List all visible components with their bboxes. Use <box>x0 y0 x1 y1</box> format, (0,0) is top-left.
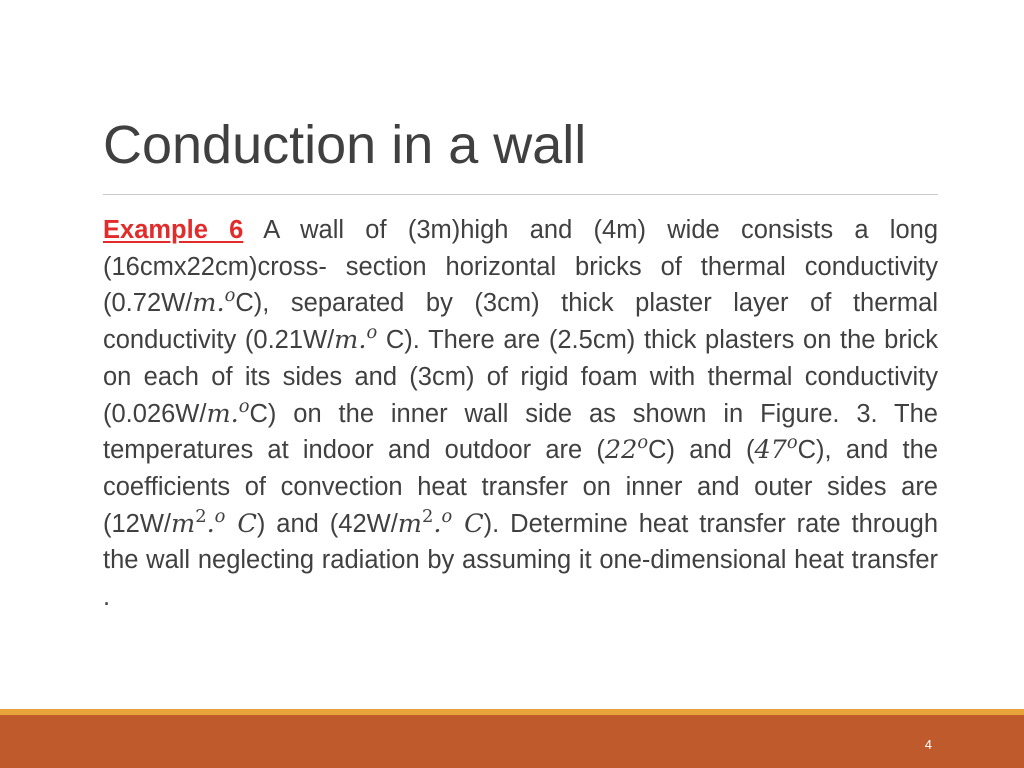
problem-text-part: C), separated by (3cm) thick plaster layer of thermal conductivity (0.21W/ <box>103 289 938 355</box>
math-unit: . <box>206 508 215 539</box>
math-unit: m. <box>334 325 367 356</box>
math-unit: m <box>397 508 422 539</box>
math-superscript: o <box>366 322 378 344</box>
math-unit: . <box>433 508 442 539</box>
math-superscript: o <box>637 432 649 454</box>
math-superscript: o <box>238 395 250 417</box>
math-unit: C <box>452 508 484 539</box>
math-unit: C <box>225 508 257 539</box>
math-superscript: o <box>786 432 798 454</box>
math-unit: m. <box>192 288 225 319</box>
example-label: Example 6 <box>103 216 244 244</box>
math-unit: m. <box>206 398 239 429</box>
math-unit: m <box>171 508 196 539</box>
problem-text-part: C) on the inner wall side as shown in Figure. 3. The temperatures at indoor and outdoor are ( <box>103 399 938 465</box>
slide-title: Conduction in a wall <box>103 115 587 175</box>
problem-text-part: ). Determine heat transfer rate through the wall neglecting radiation by assuming it one-dimensional heat transfer . <box>103 509 939 612</box>
problem-text-part: C) and ( <box>648 436 755 465</box>
math-superscript: 2 <box>195 505 207 527</box>
math-superscript: o <box>224 285 236 307</box>
problem-text-part: ) and (42W/ <box>256 509 398 538</box>
math-number: 47 <box>754 435 787 466</box>
math-superscript: 2 <box>421 505 434 527</box>
math-superscript: o <box>214 505 226 527</box>
problem-statement <box>103 212 938 616</box>
footer-bar <box>0 715 1024 768</box>
title-divider <box>103 194 938 195</box>
math-superscript: o <box>441 505 453 527</box>
math-number: 22 <box>604 435 638 466</box>
problem-text-part: C). There are (2.5cm) thick plasters on the brick on each of its sides and (3cm) of rigid foam with thermal conductivity (0.026W/ <box>103 326 938 428</box>
problem-text-part: C), and the coefficients of convection heat transfer on inner and outer sides are (12W/ <box>103 436 939 538</box>
problem-text-part: A wall of (3m)high and (4m) wide consists a long (16cmx22cm)cross- section horizontal bricks of thermal conductivity (0.72W/ <box>103 216 939 318</box>
page-number: 4 <box>924 737 932 752</box>
